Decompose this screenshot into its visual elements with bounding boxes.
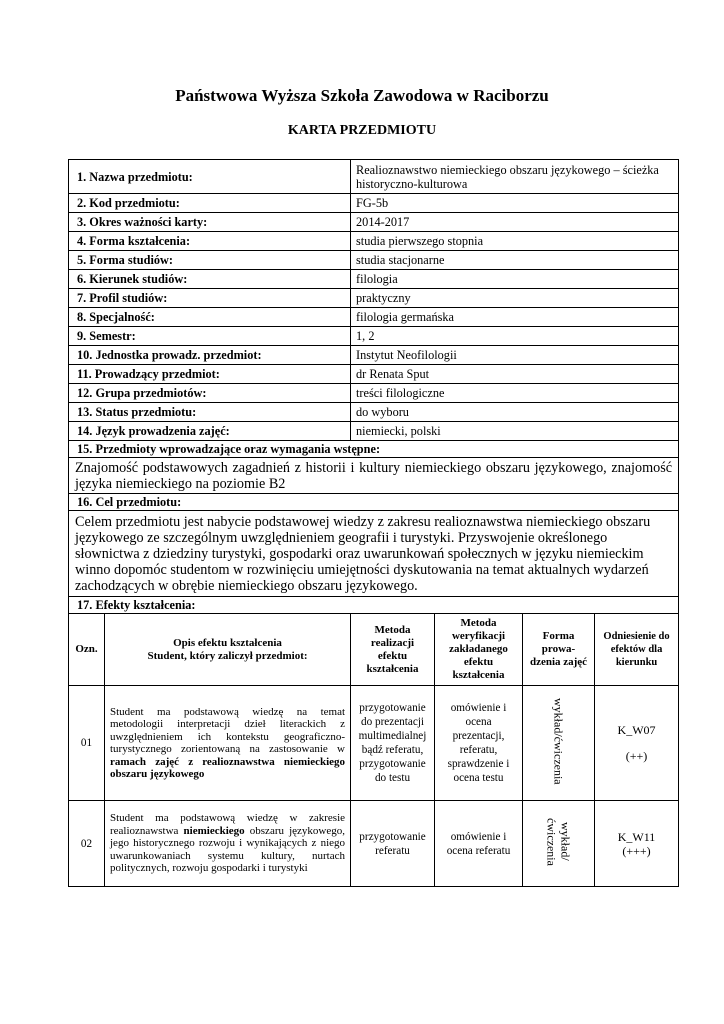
field-label: 2. Kod przedmiotu: bbox=[69, 194, 351, 213]
field-value: dr Renata Sput bbox=[351, 365, 679, 384]
field-row bbox=[69, 422, 679, 441]
effect-form-text: wykład/ćwiczenia bbox=[551, 697, 566, 785]
field-label: 13. Status przedmiotu: bbox=[69, 403, 351, 422]
field-label: 8. Specjalność: bbox=[69, 308, 351, 327]
field-value: niemiecki, polski bbox=[351, 422, 679, 441]
field-value: treści filologiczne bbox=[351, 384, 679, 403]
field-label: 3. Okres ważności karty: bbox=[69, 213, 351, 232]
field-row bbox=[69, 251, 679, 270]
effect-reference bbox=[595, 801, 679, 887]
field-row bbox=[69, 270, 679, 289]
effect-ref-level: (+++) bbox=[622, 843, 651, 858]
effect-verification: omówienie i ocena prezentacji, referatu, sprawdzenie i ocena testu bbox=[435, 686, 523, 801]
document-title: KARTA PRZEDMIOTU bbox=[287, 123, 437, 138]
effect-id: 02 bbox=[69, 801, 105, 887]
field-value: 1, 2 bbox=[351, 327, 679, 346]
field-value: studia pierwszego stopnia bbox=[351, 232, 679, 251]
field-label: 6. Kierunek studiów: bbox=[69, 270, 351, 289]
effect-row bbox=[69, 801, 679, 887]
field-row bbox=[69, 160, 679, 194]
effect-description-bold: niemieckiego bbox=[183, 824, 245, 837]
col-form: Forma prowa-dzenia zajęć bbox=[523, 614, 595, 686]
field-label: 14. Język prowadzenia zajęć: bbox=[69, 422, 351, 441]
prereq-heading: 15. Przedmioty wprowadzające oraz wymagania wstępne: bbox=[69, 441, 679, 458]
field-label: 5. Forma studiów: bbox=[69, 251, 351, 270]
effect-form bbox=[523, 686, 595, 801]
effect-description bbox=[105, 686, 351, 801]
effect-description-bold: ramach zajęć z realioznawstwa niemieckiego obszaru językowego bbox=[110, 755, 346, 780]
col-reference: Odniesienie do efektów dla kierunku bbox=[595, 614, 679, 686]
field-row bbox=[69, 346, 679, 365]
effect-description-text: obszaru językowego, jego historycznego rozwoju i wynikających z niego uwarunkowaniach systemu kultury, nurtach politycznych, rozwoju gospodarki i turystyki bbox=[110, 824, 346, 875]
effect-form bbox=[523, 801, 595, 887]
field-value: do wyboru bbox=[351, 403, 679, 422]
field-value: Realioznawstwo niemieckiego obszaru językowego – ścieżka historyczno-kulturowa bbox=[351, 160, 679, 194]
field-value: filologia bbox=[351, 270, 679, 289]
field-row bbox=[69, 232, 679, 251]
col-ozn: Ozn. bbox=[69, 614, 105, 686]
col-description-line1: Opis efektu kształcenia bbox=[173, 636, 282, 649]
effect-method: przygotowanie do prezentacji multimedialnej bądź referatu, przygotowanie do testu bbox=[351, 686, 435, 801]
field-value: 2014-2017 bbox=[351, 213, 679, 232]
field-row bbox=[69, 327, 679, 346]
field-value: Instytut Neofilologii bbox=[351, 346, 679, 365]
effect-id: 01 bbox=[69, 686, 105, 801]
field-row bbox=[69, 365, 679, 384]
field-label: 12. Grupa przedmiotów: bbox=[69, 384, 351, 403]
field-label: 4. Forma kształcenia: bbox=[69, 232, 351, 251]
effect-description-text: Student ma podstawową wiedzę w zakresie realioznawstwa bbox=[110, 812, 346, 837]
effects-heading: 17. Efekty kształcenia: bbox=[69, 597, 679, 614]
effect-description-text: Student ma podstawową wiedzę na temat metodologii interpretacji dzieł literackich z uwzględnieniem ich kontekstu geograficzno-turystycznego zorientowaną na zastosowanie w bbox=[110, 705, 346, 755]
field-label: 7. Profil studiów: bbox=[69, 289, 351, 308]
goal-heading: 16. Cel przedmiotu: bbox=[69, 494, 679, 511]
field-row bbox=[69, 213, 679, 232]
field-row bbox=[69, 194, 679, 213]
field-value: studia stacjonarne bbox=[351, 251, 679, 270]
col-verification: Metoda weryfikacji zakładanego efektu kształcenia bbox=[435, 614, 523, 686]
institution-name: Państwowa Wyższa Szkoła Zawodowa w Raciborzu bbox=[175, 86, 549, 105]
field-value: praktyczny bbox=[351, 289, 679, 308]
field-label: 1. Nazwa przedmiotu: bbox=[69, 160, 351, 194]
effect-ref-code: K_W07 bbox=[617, 723, 656, 737]
effect-form-text: wykład/ ćwiczenia bbox=[544, 817, 573, 866]
goal-text: Celem przedmiotu jest nabycie podstawowej wiedzy z zakresu realioznawstwa niemieckiego obszaru językowego ze szczególnym uwzględnieniem geografii i turystyki. Przyswojenie określonego słownictwa z dziedziny turystyki, gospodarki oraz uwarunkowań społecznych w języku niemieckim winno dopomóc studentom w rozwinięciu umiejętności dyskutowania na temat aktualnych wydarzeń zachodzących w obrębie niemieckiego obszaru językowego. bbox=[69, 511, 679, 597]
field-value: filologia germańska bbox=[351, 308, 679, 327]
field-value: FG-5b bbox=[351, 194, 679, 213]
effect-method: przygotowanie referatu bbox=[351, 801, 435, 887]
effects-header-row bbox=[69, 614, 679, 686]
effect-reference bbox=[595, 686, 679, 801]
field-label: 9. Semestr: bbox=[69, 327, 351, 346]
col-description-line2: Student, który zaliczył przedmiot: bbox=[147, 649, 308, 662]
field-label: 10. Jednostka prowadz. przedmiot: bbox=[69, 346, 351, 365]
effect-description bbox=[105, 801, 351, 887]
field-row bbox=[69, 384, 679, 403]
field-row bbox=[69, 289, 679, 308]
field-row bbox=[69, 403, 679, 422]
col-description bbox=[105, 614, 351, 686]
prereq-text: Znajomość podstawowych zagadnień z historii i kultury niemieckiego obszaru językowego, znajomość języka niemieckiego na poziomie B2 bbox=[69, 458, 679, 494]
effect-ref-code: K_W11 bbox=[617, 829, 656, 844]
effect-row bbox=[69, 686, 679, 801]
effect-ref-level: (++) bbox=[625, 749, 648, 763]
field-label: 11. Prowadzący przedmiot: bbox=[69, 365, 351, 384]
col-method: Metoda realizacji efektu kształcenia bbox=[351, 614, 435, 686]
course-card-table bbox=[68, 159, 679, 887]
effect-verification: omówienie i ocena referatu bbox=[435, 801, 523, 887]
field-row bbox=[69, 308, 679, 327]
